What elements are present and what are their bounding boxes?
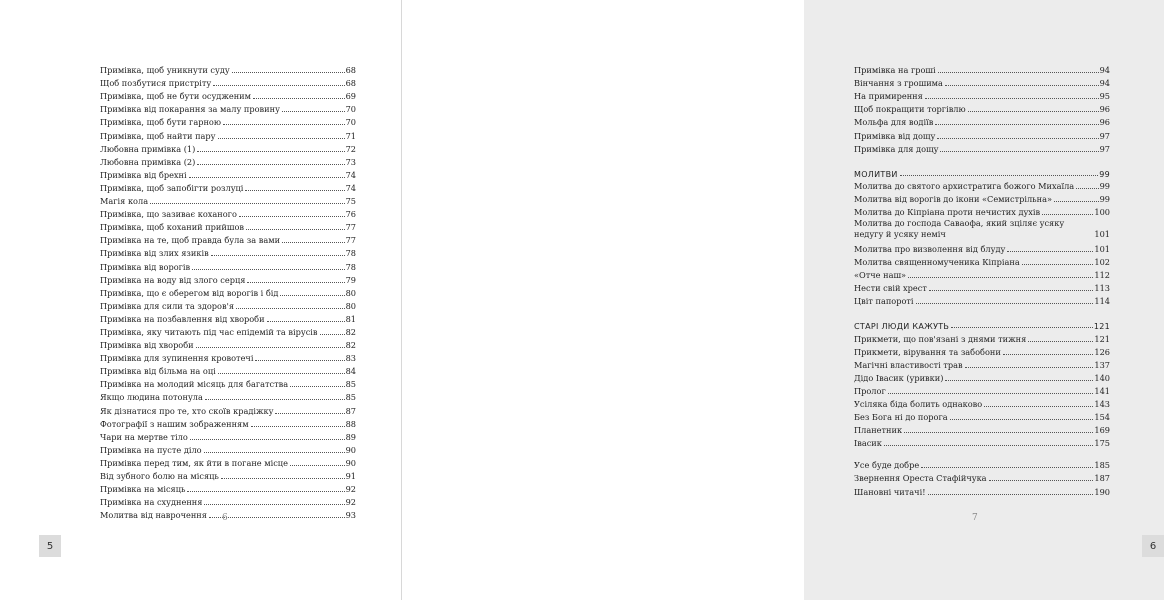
entry-title: Примівка для дощу [854, 143, 939, 154]
entry-title: Цвіт папороті [854, 296, 914, 307]
dot-leader [940, 151, 1098, 152]
entry-page: 75 [345, 196, 356, 207]
entry-page: 77 [345, 235, 356, 246]
dot-leader [950, 419, 1094, 420]
dot-leader [204, 504, 344, 505]
entry-page: 70 [345, 117, 356, 128]
entry-title: Примівка, що є оберегом від ворогів і бід [100, 287, 279, 298]
entry-page: 99 [1099, 180, 1110, 191]
entry-page: 94 [1099, 78, 1110, 89]
entry-page: 82 [345, 340, 356, 351]
dot-leader [928, 494, 1094, 495]
entry-page: 69 [345, 91, 356, 102]
entry-title: Примівка для сили та здоров'я [100, 300, 234, 311]
entry-title: Примівка від брехні [100, 169, 187, 180]
entry-title: Як дізнатися про те, хто скоїв крадіжку [100, 405, 274, 416]
toc-entry [100, 364, 356, 377]
toc-entry [854, 205, 1110, 218]
toc-entry [100, 443, 356, 456]
toc-entry [100, 469, 356, 482]
toc-entry [854, 192, 1110, 205]
entry-title: Фотографії з нашим зображенням [100, 418, 249, 429]
page-number: 6 [222, 513, 228, 523]
entry-title: Молитва до господа Саваофа, який зціляє усяку недугу й усяку неміч [854, 217, 1065, 239]
toc-entry [854, 294, 1110, 307]
dot-leader [945, 380, 1093, 381]
toc-entry [854, 102, 1110, 115]
toc-entry [854, 89, 1110, 102]
entry-title: Примівка на воду від злого серця [100, 274, 246, 285]
entry-title: Примівка перед тим, як йти в погане місце [100, 457, 288, 468]
toc-entry [100, 102, 356, 115]
dot-leader [236, 308, 345, 309]
entry-title: Примівка, щоб не бути осудженим [100, 91, 251, 102]
toc-entry [100, 299, 356, 312]
toc-entry [854, 281, 1110, 294]
dot-leader [900, 175, 1099, 176]
dot-leader [989, 480, 1094, 481]
entry-page: 72 [345, 143, 356, 154]
toc-entry [854, 471, 1110, 484]
entry-title: Мольфа для водіїв [854, 117, 934, 128]
entry-title: Примівка на те, щоб правда була за вами [100, 235, 281, 246]
entry-title: Любовна примівка (2) [100, 156, 196, 167]
dot-leader [951, 327, 1093, 328]
toc-entry [854, 76, 1110, 89]
entry-title: Дідо Івасик (уривки) [854, 372, 944, 383]
dot-leader [209, 517, 345, 518]
entry-title: Звернення Ореста Стафійчука [854, 473, 987, 484]
toc-entry [854, 63, 1110, 76]
toc-entry [854, 371, 1110, 384]
entry-title: Молитва про визволення від блуду [854, 244, 1006, 255]
entry-title: Примівка, що зазиває коханого [100, 209, 237, 220]
toc-entry [100, 89, 356, 102]
entry-title: Магія кола [100, 196, 149, 207]
entry-page: 140 [1094, 372, 1110, 383]
dot-leader [211, 255, 345, 256]
section-page: 99 [1099, 169, 1110, 179]
entry-title: Пролог [854, 385, 886, 396]
dot-leader [935, 124, 1098, 125]
toc-entry [854, 358, 1110, 371]
toc-entry [100, 377, 356, 390]
toc-entry [100, 403, 356, 416]
entry-page: 92 [345, 484, 356, 495]
dot-leader [267, 321, 345, 322]
dot-leader [189, 177, 345, 178]
toc-entry [854, 255, 1110, 268]
entry-page: 68 [345, 65, 356, 76]
entry-page: 97 [1099, 143, 1110, 154]
toc-entry [100, 312, 356, 325]
dot-leader [1076, 188, 1098, 189]
entry-title: Івасик [854, 438, 882, 449]
toc-entry [100, 390, 356, 403]
dot-leader [1042, 214, 1093, 215]
entry-title: Щоб позбутися пристріту [100, 78, 212, 89]
dot-leader [888, 393, 1094, 394]
dot-leader [213, 85, 344, 86]
toc-entry [854, 423, 1110, 436]
entry-page: 71 [345, 130, 356, 141]
toc-entry [854, 484, 1110, 497]
dot-leader [290, 465, 345, 466]
entry-title: Примівка від злих язиків [100, 248, 209, 259]
dot-leader [223, 124, 345, 125]
toc-entry [100, 220, 356, 233]
dot-leader [320, 334, 345, 335]
toc-entry [854, 115, 1110, 128]
table-of-contents-left [100, 63, 356, 521]
entry-page: 99 [1099, 193, 1110, 204]
section-title: МОЛИТВИ [854, 169, 898, 179]
entry-title: Від зубного болю на місяць [100, 471, 219, 481]
dot-leader [245, 190, 344, 191]
toc-entry [100, 142, 356, 155]
entry-page: 101 [1094, 228, 1110, 239]
toc-entry [100, 168, 356, 181]
entry-title: Примівка на молодий місяць для багатства [100, 379, 289, 390]
entry-page: 84 [345, 366, 356, 377]
entry-title: Магічні властивості трав [854, 359, 963, 370]
dot-leader [196, 347, 345, 348]
entry-title: Примівка на місяць [100, 484, 186, 495]
dot-leader [965, 367, 1094, 368]
dot-leader [916, 303, 1094, 304]
toc-entry [854, 436, 1110, 449]
dot-leader [251, 426, 345, 427]
toc-entry [100, 246, 356, 259]
entry-title: Любовна примівка (1) [100, 143, 196, 154]
entry-page: 89 [345, 431, 356, 442]
dot-leader [205, 399, 345, 400]
dot-leader [921, 467, 1093, 468]
toc-entry [100, 233, 356, 246]
entry-title: Примівка, щоб коханий прийшов [100, 222, 244, 233]
entry-title: Примівка від хвороби [100, 340, 194, 351]
page-tab: 5 [39, 535, 61, 557]
section-header-elders [854, 317, 1110, 331]
dot-leader [280, 295, 344, 296]
entry-page: 74 [345, 169, 356, 180]
entry-page: 143 [1094, 398, 1110, 409]
toc-entry [854, 458, 1110, 471]
dot-leader [904, 432, 1093, 433]
dot-leader [945, 85, 1099, 86]
entry-title: Молитва священномученика Кіпріана [854, 257, 1020, 268]
dot-leader [275, 413, 344, 414]
entry-page: 80 [345, 300, 356, 311]
page-tab: 6 [1142, 535, 1164, 557]
entry-title: Примівка на пусте діло [100, 444, 202, 455]
entry-page: 90 [345, 444, 356, 455]
entry-page: 101 [1094, 244, 1110, 255]
dot-leader [255, 360, 344, 361]
entry-title: Примівка від більма на оці [100, 366, 216, 377]
entry-title: Усіляка біда болить однаково [854, 398, 983, 409]
entry-title: Вінчання з грошима [854, 78, 943, 89]
toc-entry [100, 76, 356, 89]
toc-entry [854, 331, 1110, 344]
entry-page: 141 [1094, 385, 1110, 396]
dot-leader [197, 151, 344, 152]
entry-page: 175 [1094, 438, 1110, 449]
dot-leader [192, 269, 344, 270]
left-page [0, 0, 402, 600]
dot-leader [282, 242, 345, 243]
toc-entry [854, 345, 1110, 358]
toc-entry [854, 128, 1110, 141]
entry-title: Якщо людина потонула [100, 392, 203, 403]
toc-entry [854, 218, 1110, 242]
entry-title: Молитва від наврочення [100, 510, 207, 521]
entry-page: 83 [345, 353, 356, 364]
entry-page: 73 [345, 156, 356, 167]
toc-entry [100, 456, 356, 469]
entry-page: 190 [1094, 486, 1110, 497]
entry-page: 80 [345, 287, 356, 298]
toc-entry [100, 508, 356, 521]
entry-page: 112 [1094, 270, 1110, 281]
dot-leader [218, 138, 345, 139]
dot-leader [1007, 251, 1093, 252]
dot-leader [253, 98, 345, 99]
entry-title: Без Бога ні до порога [854, 412, 948, 423]
dot-leader [246, 229, 345, 230]
right-page [402, 0, 1157, 600]
toc-entry [854, 397, 1110, 410]
toc-entry [100, 351, 356, 364]
entry-page: 100 [1094, 206, 1110, 217]
entry-title: Примівка на схуднення [100, 497, 203, 508]
entry-page: 92 [345, 497, 356, 508]
dot-leader [204, 452, 345, 453]
entry-title: Усе буде добре [854, 460, 920, 471]
dot-leader [929, 290, 1094, 291]
entry-title: На примирення [854, 91, 923, 102]
dot-leader [232, 72, 345, 73]
entry-page: 121 [1094, 333, 1110, 344]
toc-entry [100, 286, 356, 299]
dot-leader [1003, 354, 1094, 355]
dot-leader [190, 439, 345, 440]
entry-page: 82 [345, 326, 356, 337]
entry-page: 137 [1094, 359, 1110, 370]
entry-page: 93 [345, 510, 356, 521]
toc-entry [100, 194, 356, 207]
entry-page: 126 [1094, 346, 1110, 357]
entry-group-prayers [854, 179, 1110, 308]
entry-page: 85 [345, 379, 356, 390]
entry-page: 97 [1099, 130, 1110, 141]
toc-entry [100, 63, 356, 76]
entry-title: Планетник [854, 425, 903, 436]
toc-entry [100, 115, 356, 128]
toc-entry [854, 410, 1110, 423]
entry-page: 91 [345, 471, 356, 481]
section-header-prayers [854, 165, 1110, 179]
dot-leader [937, 138, 1098, 139]
toc-entry [100, 259, 356, 272]
entry-title: Примівка від ворогів [100, 261, 191, 272]
entry-title: Молитва до Кіпріана проти нечистих духів [854, 206, 1041, 217]
entry-group-end [854, 458, 1110, 497]
entry-title: Примівка, щоб запобігти розлуці [100, 182, 244, 193]
entry-page: 169 [1094, 425, 1110, 436]
entry-page: 70 [345, 104, 356, 115]
entry-page: 113 [1094, 283, 1110, 294]
dot-leader [187, 491, 344, 492]
entry-page: 76 [345, 209, 356, 220]
entry-title: Примівка, яку читають під час епідемій та вірусів [100, 326, 318, 337]
dot-leader [1054, 201, 1099, 202]
dot-leader [984, 406, 1093, 407]
entry-title: Примівка від покарання за малу провину [100, 104, 280, 115]
dot-leader [968, 111, 1099, 112]
entry-page: 87 [345, 405, 356, 416]
toc-entry [854, 268, 1110, 281]
entry-page: 78 [345, 248, 356, 259]
dot-leader [925, 98, 1099, 99]
entry-page: 95 [1099, 91, 1110, 102]
toc-entry [100, 128, 356, 141]
dot-leader [1028, 341, 1093, 342]
entry-title: Прикмети, вірування та забобони [854, 346, 1001, 357]
entry-page: 74 [345, 182, 356, 193]
entry-title: Нести свій хрест [854, 283, 927, 294]
entry-title: Примівка, щоб уникнути суду [100, 65, 230, 76]
entry-title: Шановні читачі! [854, 486, 926, 497]
entry-group-top [854, 63, 1110, 155]
toc-entry [100, 325, 356, 338]
entry-title: Примівка від дощу [854, 130, 936, 141]
entry-page: 77 [345, 222, 356, 233]
entry-page: 68 [345, 78, 356, 89]
dot-leader [938, 72, 1099, 73]
entry-title: Чари на мертве тіло [100, 431, 188, 442]
section-page: 121 [1093, 322, 1110, 332]
entry-page: 78 [345, 261, 356, 272]
entry-page: 96 [1099, 104, 1110, 115]
entry-page: 114 [1094, 296, 1110, 307]
toc-entry [854, 179, 1110, 192]
toc-entry [100, 482, 356, 495]
dot-leader [290, 386, 344, 387]
toc-entry [100, 417, 356, 430]
entry-page: 185 [1094, 460, 1110, 471]
entry-title: Примівка, щоб бути гарною [100, 117, 221, 128]
entry-title: Примівка на гроші [854, 65, 936, 76]
dot-leader [150, 203, 345, 204]
section-title: СТАРІ ЛЮДИ КАЖУТЬ [854, 322, 950, 332]
entry-title: Примівка на позбавлення від хвороби [100, 313, 265, 324]
entry-group-elders [854, 331, 1110, 449]
entry-page: 79 [345, 274, 356, 285]
dot-leader [247, 282, 344, 283]
entry-page: 94 [1099, 65, 1110, 76]
dot-leader [221, 478, 345, 479]
toc-entry [854, 142, 1110, 155]
toc-entry [100, 181, 356, 194]
dot-leader [884, 445, 1093, 446]
entry-page: 85 [345, 392, 356, 403]
toc-entry [100, 207, 356, 220]
entry-title: Молитва до святого архистратига божого Михаїла [854, 180, 1075, 191]
entry-page: 88 [345, 418, 356, 429]
entry-page: 96 [1099, 117, 1110, 128]
entry-title: Прикмети, що пов'язані з днями тижня [854, 333, 1027, 344]
toc-entry [100, 155, 356, 168]
toc-entry [854, 242, 1110, 255]
entry-title: «Отче наш» [854, 270, 907, 281]
entry-title: Щоб покращити торгівлю [854, 104, 966, 115]
table-of-contents-right [854, 63, 1110, 498]
dot-leader [1022, 264, 1094, 265]
entry-title: Примівка для зупинення кровотечі [100, 353, 254, 364]
entry-title: Примівка, щоб найти пару [100, 130, 216, 141]
toc-entry [100, 495, 356, 508]
entry-page: 102 [1094, 257, 1110, 268]
page-number: 7 [972, 513, 978, 523]
toc-entry [100, 273, 356, 286]
dot-leader [239, 216, 345, 217]
entry-page: 154 [1094, 412, 1110, 423]
entry-page: 90 [345, 457, 356, 468]
dot-leader [908, 277, 1093, 278]
dot-leader [218, 373, 345, 374]
entry-page: 81 [345, 313, 356, 324]
dot-leader [197, 164, 344, 165]
entry-title: Молитва від ворогів до ікони «Семистрільна» [854, 193, 1052, 204]
toc-entry [854, 384, 1110, 397]
entry-page: 187 [1094, 473, 1110, 484]
dot-leader [282, 111, 345, 112]
toc-entry [100, 338, 356, 351]
toc-entry [100, 430, 356, 443]
